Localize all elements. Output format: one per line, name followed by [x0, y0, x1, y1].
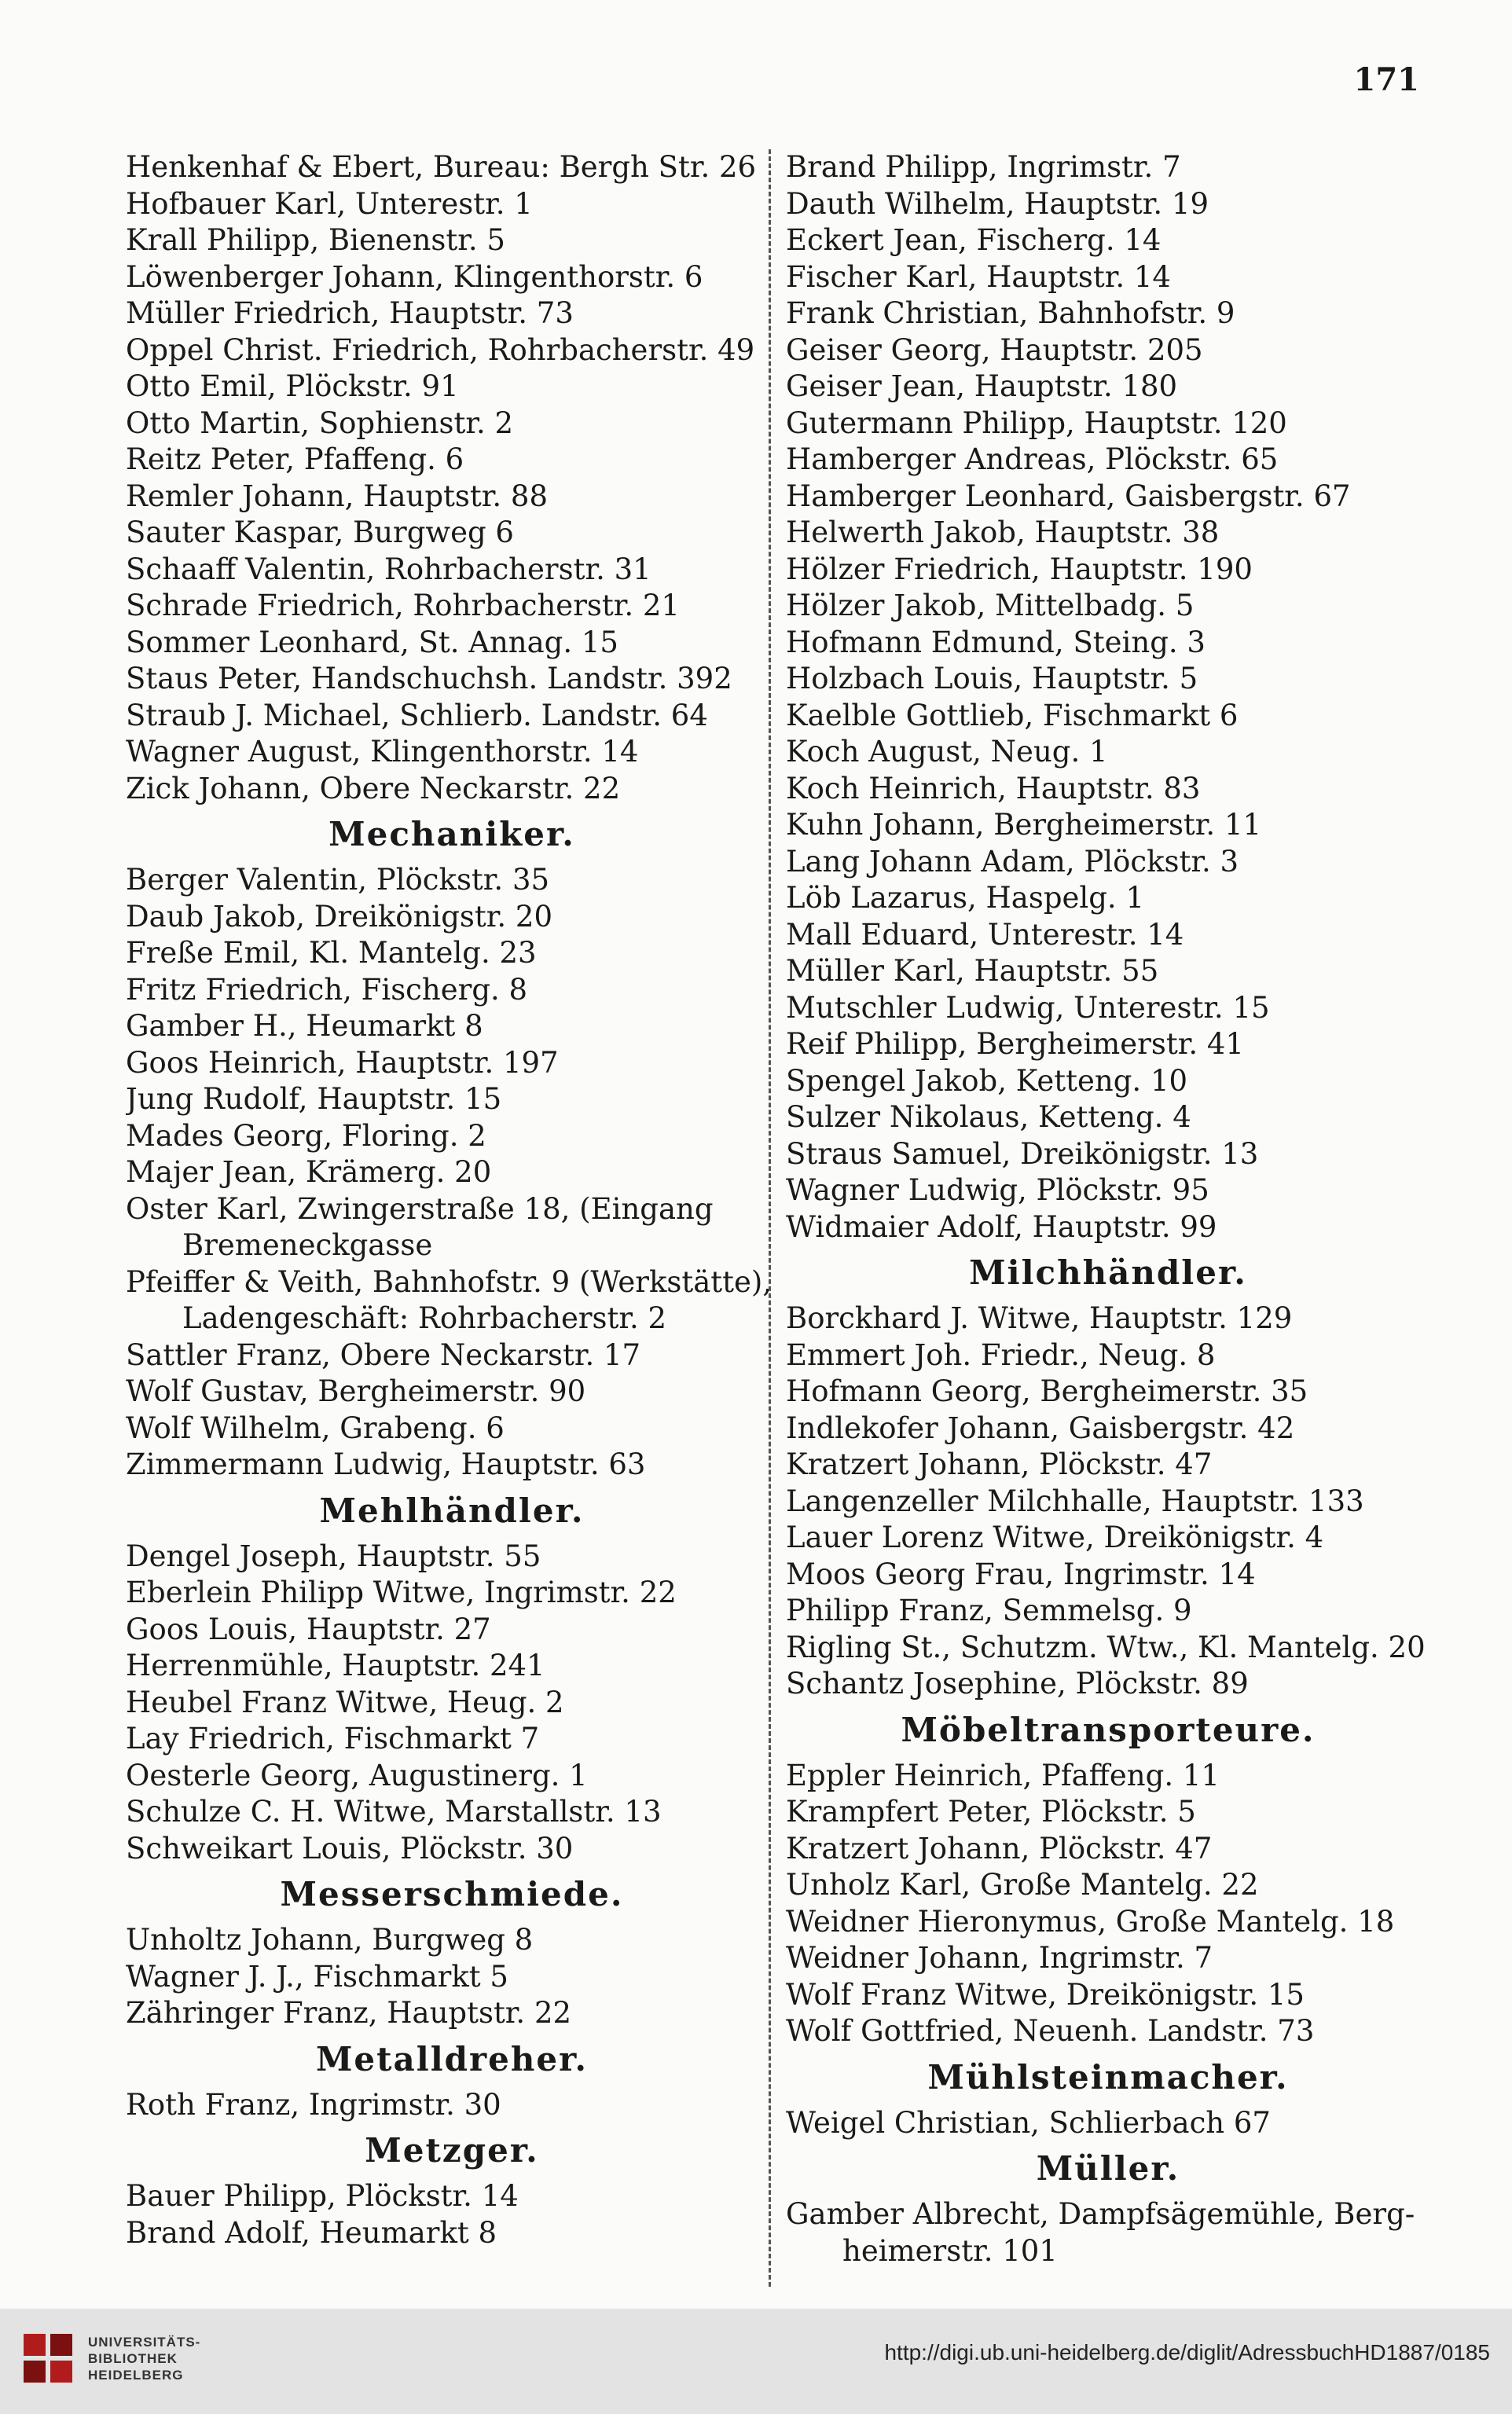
directory-entry: Dauth Wilhelm, Hauptstr. 19 [786, 186, 1209, 221]
directory-entry: Kratzert Johann, Plöckstr. 47 [786, 1447, 1213, 1481]
directory-entry: Jung Rudolf, Hauptstr. 15 [126, 1082, 502, 1116]
directory-entry: Zähringer Franz, Hauptstr. 22 [126, 1996, 572, 2030]
directory-entry: Fritz Friedrich, Fischerg. 8 [126, 972, 528, 1007]
directory-entry: Mades Georg, Floring. 2 [126, 1118, 486, 1153]
directory-entry: Löb Lazarus, Haspelg. 1 [786, 881, 1144, 915]
directory-entry: Henkenhaf & Ebert, Bureau: Bergh Str. 26 [126, 150, 757, 184]
directory-entry: Wagner Ludwig, Plöckstr. 95 [786, 1173, 1209, 1207]
directory-entry: Weigel Christian, Schlierbach 67 [786, 2105, 1271, 2140]
directory-entry: Hofmann Georg, Bergheimerstr. 35 [786, 1374, 1308, 1408]
directory-entry: Gamber H., Heumarkt 8 [126, 1009, 483, 1043]
directory-entry: Mall Eduard, Unterestr. 14 [786, 917, 1184, 952]
directory-entry: Schulze C. H. Witwe, Marstallstr. 13 [126, 1795, 662, 1829]
directory-entry: Goos Louis, Hauptstr. 27 [126, 1612, 491, 1646]
directory-entry: Krampfert Peter, Plöckstr. 5 [786, 1795, 1196, 1829]
directory-entry: Lay Friedrich, Fischmarkt 7 [126, 1722, 540, 1755]
directory-entry: Zimmermann Ludwig, Hauptstr. 63 [126, 1447, 646, 1481]
directory-entry: Daub Jakob, Dreikönigstr. 20 [126, 899, 553, 934]
directory-entry: Philipp Franz, Semmelsg. 9 [786, 1594, 1192, 1627]
directory-entry: Sauter Kaspar, Burgweg 6 [126, 515, 514, 549]
directory-entry: Holzbach Louis, Hauptstr. 5 [786, 662, 1198, 695]
directory-entry: Oster Karl, Zwingerstraße 18, (Eingang [126, 1191, 714, 1226]
directory-entry: Straus Samuel, Dreikönigstr. 13 [786, 1136, 1259, 1171]
directory-entry: Emmert Joh. Friedr., Neug. 8 [786, 1337, 1216, 1372]
directory-entry: Indlekofer Johann, Gaisbergstr. 42 [786, 1411, 1295, 1445]
directory-entry: Gutermann Philipp, Hauptstr. 120 [786, 405, 1287, 440]
directory-entry: Lauer Lorenz Witwe, Dreikönigstr. 4 [786, 1521, 1324, 1554]
directory-entry: Lang Johann Adam, Plöckstr. 3 [786, 844, 1239, 879]
directory-entry: Krall Philipp, Bienenstr. 5 [126, 223, 505, 257]
directory-entry: Wagner J. J., Fischmarkt 5 [126, 1959, 508, 1994]
directory-entry: Roth Franz, Ingrimstr. 30 [126, 2087, 501, 2122]
section-heading: Möbeltransporteure. [901, 1710, 1316, 1749]
directory-entry: Unholtz Johann, Burgweg 8 [126, 1923, 534, 1957]
directory-entry: Goos Heinrich, Hauptstr. 197 [126, 1045, 559, 1080]
left-column [126, 149, 778, 2251]
directory-entry: Dengel Joseph, Hauptstr. 55 [126, 1539, 541, 1573]
section-heading: Müller. [1036, 2149, 1180, 2188]
directory-entry: Oesterle Georg, Augustinerg. 1 [126, 1758, 588, 1792]
directory-entry: Kaelble Gottlieb, Fischmarkt 6 [786, 698, 1239, 732]
directory-entry: Sulzer Nikolaus, Ketteng. 4 [786, 1100, 1191, 1134]
directory-entry: Helwerth Jakob, Hauptstr. 38 [786, 515, 1220, 549]
directory-entry: Müller Karl, Hauptstr. 55 [786, 954, 1159, 988]
directory-entry: Hamberger Andreas, Plöckstr. 65 [786, 442, 1279, 476]
directory-entry: Geiser Georg, Hauptstr. 205 [786, 332, 1203, 367]
directory-entry: Koch Heinrich, Hauptstr. 83 [786, 771, 1201, 805]
directory-entry: Zick Johann, Obere Neckarstr. 22 [126, 771, 621, 805]
directory-entry: Spengel Jakob, Ketteng. 10 [786, 1063, 1188, 1098]
directory-entry: Straub J. Michael, Schlierb. Landstr. 64 [126, 698, 708, 732]
directory-entry: Weidner Johann, Ingrimstr. 7 [786, 1941, 1213, 1975]
directory-entry: Schantz Josephine, Plöckstr. 89 [786, 1667, 1249, 1700]
directory-entry: Eppler Heinrich, Pfaffeng. 11 [786, 1758, 1220, 1792]
directory-entry: Geiser Jean, Hauptstr. 180 [786, 369, 1178, 403]
directory-entry: Eckert Jean, Fischerg. 14 [786, 223, 1162, 257]
directory-entry: Löwenberger Johann, Klingenthorstr. 6 [126, 259, 703, 294]
right-column [786, 149, 1430, 2269]
directory-entry: Kuhn Johann, Bergheimerstr. 11 [786, 808, 1262, 842]
directory-entry: Herrenmühle, Hauptstr. 241 [126, 1649, 545, 1682]
directory-entry: Mutschler Ludwig, Unterestr. 15 [786, 990, 1270, 1025]
directory-entry: Widmaier Adolf, Hauptstr. 99 [786, 1209, 1217, 1244]
directory-entry: Weidner Hieronymus, Große Mantelg. 18 [786, 1904, 1395, 1939]
directory-entry: Wolf Franz Witwe, Dreikönigstr. 15 [786, 1977, 1305, 2012]
directory-entry: Frank Christian, Bahnhofstr. 9 [786, 296, 1235, 330]
directory-entry: Eberlein Philipp Witwe, Ingrimstr. 22 [126, 1576, 677, 1609]
directory-entry: Koch August, Neug. 1 [786, 735, 1108, 769]
directory-entry: Wolf Wilhelm, Grabeng. 6 [126, 1411, 505, 1445]
section-heading: Milchhändler. [969, 1253, 1247, 1292]
directory-entry-continuation: Bremeneckgasse [182, 1228, 433, 1262]
directory-entry: Kratzert Johann, Plöckstr. 47 [786, 1831, 1213, 1866]
directory-entry-continuation: heimerstr. 101 [842, 2233, 1058, 2268]
source-url-link[interactable]: http://digi.ub.uni-heidelberg.de/diglit/AdressbuchHD1887/0185 [884, 2340, 1490, 2364]
library-logo-text [88, 2334, 200, 2383]
directory-entry: Wolf Gustav, Bergheimerstr. 90 [126, 1374, 586, 1408]
directory-entry: Borckhard J. Witwe, Hauptstr. 129 [786, 1301, 1293, 1335]
directory-entry: Bauer Philipp, Plöckstr. 14 [126, 2179, 519, 2213]
directory-entry: Fischer Karl, Hauptstr. 14 [786, 259, 1171, 294]
directory-entry: Reitz Peter, Pfaffeng. 6 [126, 442, 464, 476]
directory-entry-continuation: Ladengeschäft: Rohrbacherstr. 2 [182, 1301, 667, 1335]
directory-entry: Sattler Franz, Obere Neckarstr. 17 [126, 1337, 641, 1372]
directory-entry: Schrade Friedrich, Rohrbacherstr. 21 [126, 589, 680, 622]
section-heading: Metalldreher. [315, 2039, 589, 2078]
directory-entry: Hofmann Edmund, Steing. 3 [786, 625, 1206, 659]
directory-entry: Hölzer Jakob, Mittelbadg. 5 [786, 589, 1195, 622]
directory-entry: Freße Emil, Kl. Mantelg. 23 [126, 936, 537, 970]
directory-entry: Staus Peter, Handschuchsh. Landstr. 392 [126, 662, 732, 695]
section-heading: Mehlhändler. [319, 1491, 585, 1530]
directory-entry: Brand Adolf, Heumarkt 8 [126, 2215, 497, 2250]
directory-entry: Otto Emil, Plöckstr. 91 [126, 369, 459, 403]
directory-entry: Oppel Christ. Friedrich, Rohrbacherstr. 49 [126, 332, 755, 367]
directory-entry: Reif Philipp, Bergheimerstr. 41 [786, 1027, 1244, 1061]
directory-entry: Langenzeller Milchhalle, Hauptstr. 133 [786, 1484, 1364, 1518]
logo-line: BIBLIOTHEK [88, 2351, 178, 2366]
directory-entry: Remler Johann, Hauptstr. 88 [126, 479, 548, 513]
logo-line: UNIVERSITÄTS- [88, 2335, 201, 2350]
logo-line: HEIDELBERG [88, 2368, 184, 2383]
section-heading: Mechaniker. [328, 815, 575, 853]
directory-entry: Sommer Leonhard, St. Annag. 15 [126, 625, 618, 659]
directory-entry: Hölzer Friedrich, Hauptstr. 190 [786, 552, 1253, 586]
directory-entry: Heubel Franz Witwe, Heug. 2 [126, 1685, 564, 1719]
section-heading: Metzger. [365, 2131, 539, 2170]
column-divider [769, 149, 771, 2287]
directory-entry: Gamber Albrecht, Dampfsägemühle, Berg- [786, 2197, 1415, 2231]
directory-entry: Hamberger Leonhard, Gaisbergstr. 67 [786, 479, 1351, 513]
directory-entry: Brand Philipp, Ingrimstr. 7 [786, 150, 1181, 184]
library-logo-icon [20, 2331, 75, 2386]
directory-entry: Unholz Karl, Große Mantelg. 22 [786, 1868, 1259, 1902]
directory-entry: Schaaff Valentin, Rohrbacherstr. 31 [126, 552, 651, 586]
directory-entry: Wagner August, Klingenthorstr. 14 [126, 735, 639, 769]
section-heading: Mühlsteinmacher. [927, 2057, 1289, 2097]
directory-entry: Moos Georg Frau, Ingrimstr. 14 [786, 1557, 1256, 1591]
directory-entry: Pfeiffer & Veith, Bahnhofstr. 9 (Werkstätte), [126, 1264, 773, 1299]
directory-entry: Berger Valentin, Plöckstr. 35 [126, 863, 550, 897]
directory-entry: Müller Friedrich, Hauptstr. 73 [126, 296, 574, 330]
section-heading: Messerschmiede. [280, 1875, 624, 1913]
directory-entry: Hofbauer Karl, Unterestr. 1 [126, 186, 533, 221]
directory-entry: Majer Jean, Krämerg. 20 [126, 1155, 492, 1189]
page-number: 171 [1353, 61, 1419, 98]
directory-entry: Schweikart Louis, Plöckstr. 30 [126, 1831, 574, 1866]
directory-entry: Rigling St., Schutzm. Wtw., Kl. Mantelg. 20 [786, 1630, 1426, 1664]
directory-entry: Wolf Gottfried, Neuenh. Landstr. 73 [786, 2014, 1315, 2048]
directory-entry: Otto Martin, Sophienstr. 2 [126, 405, 514, 440]
